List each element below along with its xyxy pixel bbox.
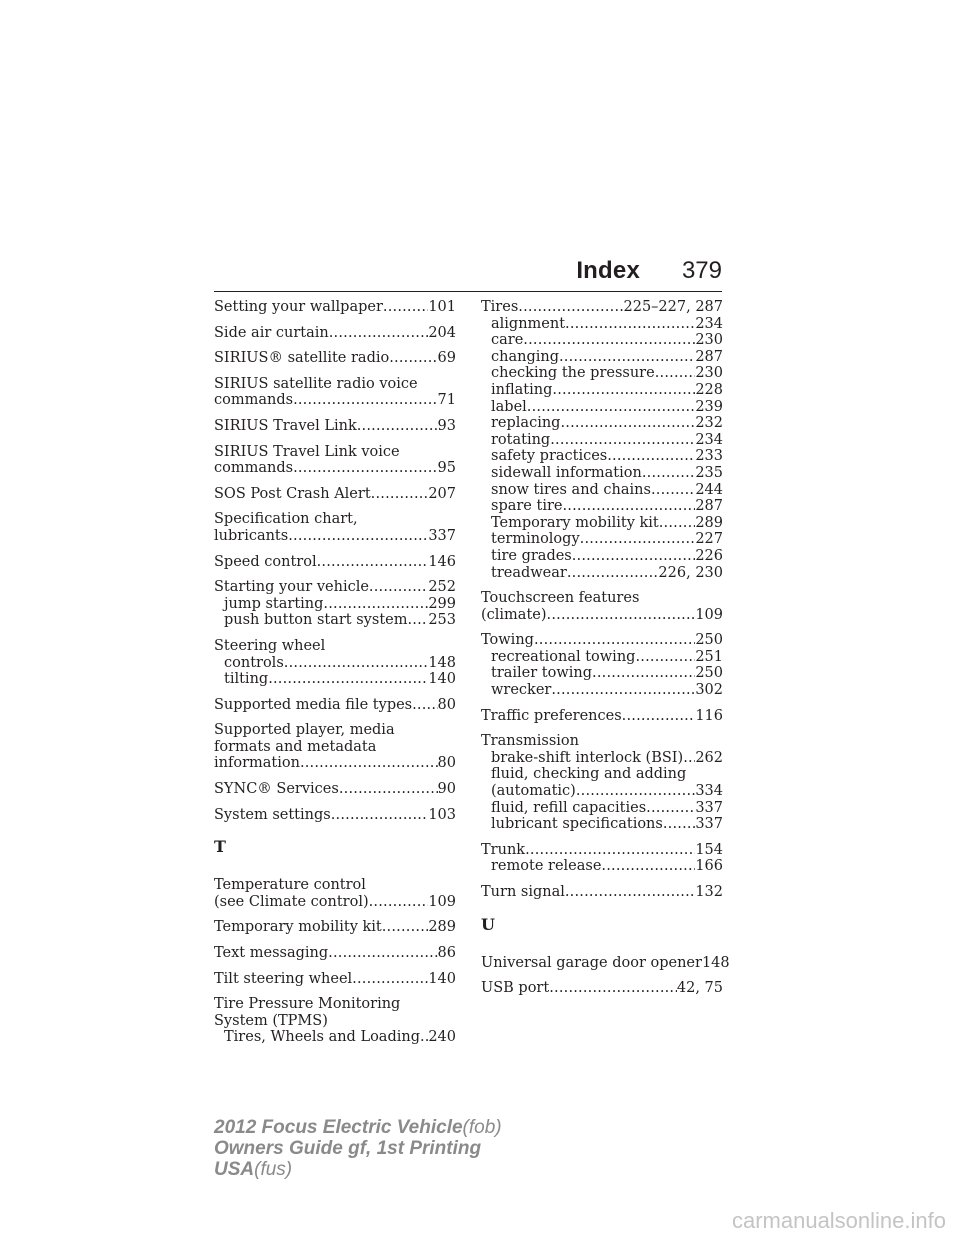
- entry-text: (climate): [481, 606, 547, 623]
- index-entry: [214, 444, 456, 477]
- dot-leader: [369, 894, 429, 911]
- entry-text: lubricant specifications: [491, 816, 663, 833]
- entry-text: tire grades: [491, 547, 572, 564]
- index-subentry: [481, 858, 723, 875]
- dot-leader: [352, 971, 428, 988]
- entry-text: Transmission: [481, 733, 580, 750]
- watermark: carmanualsonline.info: [731, 1208, 946, 1233]
- page-reference: 154: [695, 841, 723, 858]
- page-reference: 251: [695, 648, 723, 665]
- page-reference: 289: [428, 919, 456, 936]
- entry-text: SIRIUS® satellite radio: [214, 350, 390, 367]
- index-entry: [214, 554, 456, 571]
- page-reference: 239: [695, 398, 723, 415]
- footer: [214, 1117, 502, 1180]
- footer-line-1: [214, 1117, 502, 1138]
- page-reference: 148: [428, 654, 456, 671]
- index-subentry: [481, 448, 723, 465]
- index-subentry: [214, 1029, 456, 1046]
- index-entry: [481, 884, 723, 901]
- index-entry-line: [214, 486, 456, 503]
- dot-leader: [663, 816, 695, 833]
- entry-text: controls: [224, 654, 284, 671]
- index-entry: [481, 954, 730, 972]
- dot-leader: [329, 325, 429, 342]
- dot-leader: [339, 781, 438, 798]
- page-reference: 148: [701, 954, 730, 971]
- index-subentry: [214, 596, 456, 613]
- index-subentry: [481, 432, 723, 449]
- index-entry: [214, 350, 456, 367]
- dot-leader: [357, 418, 438, 435]
- page-reference: 226, 230: [658, 564, 723, 581]
- page-reference: 262: [695, 749, 723, 766]
- page-reference: 337: [428, 527, 456, 544]
- index-entry-line: [481, 954, 730, 972]
- index-entry-line: [214, 919, 456, 936]
- index-subentry: [481, 399, 723, 416]
- page-reference: 140: [428, 970, 456, 987]
- dot-leader: [635, 649, 695, 666]
- entry-text: fluid, refill capacities: [491, 799, 647, 816]
- index-entry-line: [214, 807, 456, 824]
- dot-leader: [655, 365, 696, 382]
- page-reference: 337: [695, 816, 723, 833]
- dot-leader: [565, 884, 695, 901]
- dot-leader: [565, 316, 695, 333]
- index-subentry: [481, 531, 723, 548]
- entry-text: Turn signal: [481, 884, 565, 900]
- index-entry-line: [481, 884, 723, 901]
- dot-leader: [523, 332, 695, 349]
- page-reference: 86: [437, 945, 456, 962]
- page-reference: 233: [695, 448, 723, 465]
- index-entry: [214, 722, 456, 772]
- entry-text: Speed control: [214, 553, 317, 570]
- index-entry-line: [214, 755, 456, 772]
- page-reference: 234: [695, 431, 723, 448]
- index-entry-line: [214, 697, 456, 714]
- dot-leader: [562, 498, 695, 515]
- entry-text: System (TPMS): [214, 1012, 328, 1029]
- index-subentry: [214, 671, 456, 688]
- index-subentry: [481, 665, 723, 682]
- index-entry: [214, 781, 456, 798]
- footer-market-code: (fus): [254, 1159, 293, 1180]
- entry-text: Text messaging: [214, 945, 329, 962]
- page-reference: 225–227, 287: [623, 299, 723, 315]
- entry-text: Supported media file types: [214, 696, 413, 713]
- index-entry-line: [214, 894, 456, 911]
- page-header: [214, 256, 722, 290]
- index-entry-line: [214, 325, 456, 342]
- footer-line-3: [214, 1159, 502, 1180]
- entry-text: safety practices: [491, 448, 608, 465]
- dot-leader: [572, 548, 696, 565]
- page-reference: 204: [428, 324, 456, 341]
- entry-text: Steering wheel: [214, 637, 326, 654]
- index-subentry: [481, 332, 723, 349]
- entry-text: jump starting: [224, 595, 324, 612]
- index-entry: [214, 807, 456, 824]
- section-letter: T: [214, 837, 226, 857]
- page-reference: 95: [437, 460, 456, 477]
- index-entry: [481, 842, 723, 875]
- page-reference: 140: [428, 671, 456, 688]
- entry-text: snow tires and chains: [491, 481, 651, 498]
- index-subentry: [481, 800, 723, 817]
- entry-text: terminology: [491, 531, 580, 548]
- dot-leader: [549, 980, 677, 997]
- dot-leader: [560, 415, 695, 432]
- entry-text: Tires, Wheels and Loading: [224, 1029, 420, 1046]
- page-reference: 240: [428, 1029, 456, 1046]
- dot-leader: [547, 607, 696, 624]
- entry-text: Setting your wallpaper: [214, 299, 383, 315]
- index-entry-line: [214, 511, 456, 528]
- index-entry: [214, 971, 456, 988]
- index-subentry: [481, 382, 723, 399]
- index-subentry: [481, 316, 723, 333]
- index-entry: [481, 590, 723, 623]
- index-entry: [214, 325, 456, 342]
- index-subentry: [481, 498, 723, 515]
- index-entry: [214, 418, 456, 435]
- header-rule: [214, 291, 722, 292]
- index-subentry: [481, 349, 723, 366]
- index-entry-line: [214, 392, 456, 409]
- index-subentry: [481, 750, 723, 767]
- entry-text: spare tire: [491, 498, 563, 515]
- index-subentry: [481, 565, 723, 582]
- dot-leader: [389, 350, 437, 367]
- index-entry-line: [214, 444, 456, 461]
- page-reference: 230: [695, 332, 723, 349]
- entry-text: SIRIUS Travel Link voice: [214, 443, 400, 460]
- page-reference: 146: [428, 553, 456, 570]
- dot-leader: [293, 392, 437, 409]
- index-entry-line: [481, 980, 723, 997]
- page-reference: 302: [695, 682, 723, 699]
- page-reference: 234: [695, 315, 723, 332]
- index-entry: [214, 511, 456, 544]
- index-entry-line: [214, 554, 456, 571]
- page-reference: 71: [437, 392, 456, 409]
- entry-text: Supported player, media: [214, 722, 395, 739]
- dot-leader: [534, 632, 695, 649]
- footer-market: USA: [214, 1159, 255, 1180]
- page-reference: 80: [437, 696, 456, 713]
- index-subentry: [481, 548, 723, 565]
- page-number: 379: [681, 257, 722, 284]
- dot-leader: [371, 486, 429, 503]
- index-entry-line: [481, 299, 723, 316]
- entry-text: SOS Post Crash Alert: [214, 485, 371, 502]
- page-reference: 101: [428, 299, 456, 315]
- page-reference: 289: [695, 514, 723, 531]
- index-entry: [214, 996, 456, 1046]
- page-reference: 287: [695, 348, 723, 365]
- entry-text: remote release: [491, 858, 602, 875]
- entry-text: Temperature control: [214, 877, 366, 894]
- entry-text: alignment: [491, 315, 566, 332]
- page-reference: 116: [695, 707, 723, 724]
- entry-text: commands: [214, 460, 294, 477]
- page-reference: 109: [695, 606, 723, 623]
- page-reference: 93: [437, 417, 456, 434]
- dot-leader: [559, 349, 695, 366]
- index-subentry: [481, 365, 723, 382]
- page-reference: 207: [428, 485, 456, 502]
- entry-text: inflating: [491, 381, 553, 398]
- index-entry: [214, 486, 456, 503]
- dot-leader: [580, 531, 696, 548]
- dot-leader: [550, 432, 695, 449]
- index-entry-line: [481, 590, 723, 607]
- dot-leader: [323, 596, 428, 613]
- index-entry: [214, 697, 456, 714]
- page-reference: 227: [695, 531, 723, 548]
- page-reference: 90: [437, 781, 456, 798]
- entry-text: (see Climate control): [214, 893, 369, 910]
- index-subentry: [481, 465, 723, 482]
- entry-text: Tilt steering wheel: [214, 970, 353, 987]
- dot-leader: [518, 299, 623, 316]
- page-title: Index: [576, 257, 640, 284]
- entry-text: Tires: [481, 299, 519, 315]
- entry-text: replacing: [491, 415, 561, 432]
- dot-leader: [576, 783, 695, 800]
- page-reference: 228: [695, 381, 723, 398]
- dot-leader: [293, 460, 437, 477]
- dot-leader: [642, 465, 695, 482]
- entry-text: Traffic preferences: [481, 707, 622, 724]
- dot-leader: [552, 382, 695, 399]
- index-entry: [214, 299, 456, 316]
- page-reference: 166: [695, 858, 723, 875]
- dot-leader: [420, 1029, 428, 1046]
- index-entry-line: [214, 460, 456, 477]
- dot-leader: [331, 807, 429, 824]
- index-entry-line: [214, 722, 456, 739]
- entry-text: recreational towing: [491, 648, 636, 665]
- dot-leader: [592, 665, 695, 682]
- entry-text: Starting your vehicle: [214, 579, 369, 596]
- entry-text: Towing: [481, 632, 534, 649]
- index-subentry: [481, 649, 723, 666]
- index-entry: [481, 632, 723, 698]
- index-subentry: [481, 515, 723, 532]
- index-entry: [214, 919, 456, 936]
- index-entry-line: [214, 528, 456, 545]
- entry-text: SYNC® Services: [214, 781, 339, 798]
- index-entry: [481, 299, 723, 581]
- entry-text: treadwear: [491, 564, 567, 581]
- entry-text: checking the pressure: [491, 365, 655, 382]
- entry-text: Specification chart,: [214, 511, 358, 528]
- page-reference: 42, 75: [676, 980, 723, 997]
- entry-text: changing: [491, 348, 559, 365]
- index-subentry: [481, 783, 723, 800]
- index-entry: [214, 638, 456, 688]
- dot-leader: [383, 299, 428, 316]
- index-entry-line: [214, 971, 456, 988]
- index-entry-line: [481, 842, 723, 859]
- entry-text: SIRIUS satellite radio voice: [214, 375, 418, 392]
- entry-text: Universal garage door opener: [481, 954, 702, 971]
- dot-leader: [607, 448, 695, 465]
- entry-text: USB port: [481, 980, 550, 997]
- entry-text: lubricants: [214, 527, 289, 544]
- page-reference: 69: [437, 350, 456, 367]
- entry-text: sidewall information: [491, 464, 642, 481]
- entry-text: information: [214, 755, 300, 772]
- dot-leader: [601, 858, 695, 875]
- entry-text: brake-shift interlock (BSI): [491, 749, 684, 766]
- dot-leader: [369, 579, 428, 596]
- dot-leader: [527, 399, 696, 416]
- index-entry-line: [214, 945, 456, 962]
- index-entry-line: [481, 708, 723, 725]
- index-entry-line: [214, 996, 456, 1013]
- footer-model-code: (fob): [462, 1117, 502, 1138]
- dot-leader: [551, 682, 695, 699]
- index-entry-line: [214, 376, 456, 393]
- dot-leader: [382, 919, 429, 936]
- index-subentry: [481, 816, 723, 833]
- dot-leader: [284, 655, 429, 672]
- footer-line-2: Owners Guide gf, 1st Printing: [214, 1138, 482, 1159]
- dot-leader: [288, 528, 428, 545]
- section-letter: U: [481, 914, 495, 934]
- dot-leader: [622, 708, 696, 725]
- page-reference: 232: [695, 415, 723, 432]
- entry-text: commands: [214, 392, 294, 409]
- page-reference: 244: [695, 481, 723, 498]
- entry-text: label: [491, 398, 527, 415]
- page-reference: 287: [695, 498, 723, 515]
- index-entry-line: [481, 607, 723, 624]
- index-entry: [214, 877, 456, 910]
- dot-leader: [328, 945, 437, 962]
- dot-leader: [525, 842, 695, 859]
- page-reference: 252: [428, 579, 456, 596]
- page-reference: 253: [428, 612, 456, 629]
- entry-text: rotating: [491, 431, 551, 448]
- index-entry-line: [214, 1013, 456, 1030]
- page-reference: 230: [695, 365, 723, 382]
- entry-text: Trunk: [481, 841, 526, 858]
- index-column-left: [214, 299, 456, 1055]
- index-entry-line: [481, 733, 723, 750]
- index-subentry: [481, 415, 723, 432]
- entry-text: tilting: [224, 671, 269, 688]
- index-entry: [214, 376, 456, 409]
- page-reference: 337: [695, 799, 723, 816]
- index-entry-line: [214, 579, 456, 596]
- index-entry: [481, 733, 723, 833]
- dot-leader: [412, 697, 437, 714]
- entry-text: Touchscreen features: [481, 590, 640, 607]
- index-entry-line: [214, 781, 456, 798]
- index-column-right: [481, 299, 730, 1006]
- page-reference: 103: [428, 806, 456, 823]
- entry-text: Tire Pressure Monitoring: [214, 996, 401, 1013]
- page-reference: 334: [695, 783, 723, 800]
- index-entry-line: [481, 632, 723, 649]
- entry-text: trailer towing: [491, 665, 593, 682]
- index-entry: [481, 708, 723, 725]
- entry-text: care: [491, 332, 524, 349]
- index-subentry: [214, 655, 456, 672]
- index-subentry: [481, 682, 723, 699]
- index-subentry: [214, 612, 456, 629]
- dot-leader: [317, 554, 429, 571]
- index-entry: [481, 980, 723, 997]
- page-reference: 226: [695, 547, 723, 564]
- entry-text: wrecker: [491, 682, 552, 699]
- dot-leader: [683, 750, 695, 767]
- page-reference: 109: [428, 893, 456, 910]
- entry-text: Temporary mobility kit: [214, 919, 382, 936]
- index-subentry: [481, 766, 723, 783]
- index-entry: [214, 945, 456, 962]
- dot-leader: [651, 482, 695, 499]
- page-reference: 132: [695, 884, 723, 900]
- entry-text: SIRIUS Travel Link: [214, 417, 357, 434]
- entry-text: System settings: [214, 806, 331, 823]
- dot-leader: [646, 800, 695, 817]
- page-reference: 250: [695, 632, 723, 649]
- index-entry-line: [214, 638, 456, 655]
- entry-text: Side air curtain: [214, 324, 329, 341]
- footer-model: 2012 Focus Electric Vehicle: [214, 1117, 463, 1138]
- entry-text: push button start system: [224, 612, 408, 629]
- entry-text: (automatic): [491, 783, 576, 800]
- index-entry: [214, 579, 456, 629]
- page-reference: 235: [695, 464, 723, 481]
- index-entry-line: [214, 418, 456, 435]
- entry-text: fluid, checking and adding: [491, 766, 687, 783]
- index-entry-line: [214, 350, 456, 367]
- entry-text: Temporary mobility kit: [491, 514, 659, 531]
- page-reference: 299: [428, 595, 456, 612]
- dot-leader: [407, 612, 428, 629]
- page-reference: 250: [695, 665, 723, 682]
- dot-leader: [300, 755, 438, 772]
- dot-leader: [567, 565, 659, 582]
- index-entry-line: [214, 877, 456, 894]
- index-subentry: [481, 482, 723, 499]
- index-entry-line: [214, 739, 456, 756]
- dot-leader: [268, 671, 428, 688]
- page-reference: 80: [437, 755, 456, 772]
- dot-leader: [659, 515, 696, 532]
- entry-text: formats and metadata: [214, 738, 377, 755]
- index-entry-line: [214, 299, 456, 316]
